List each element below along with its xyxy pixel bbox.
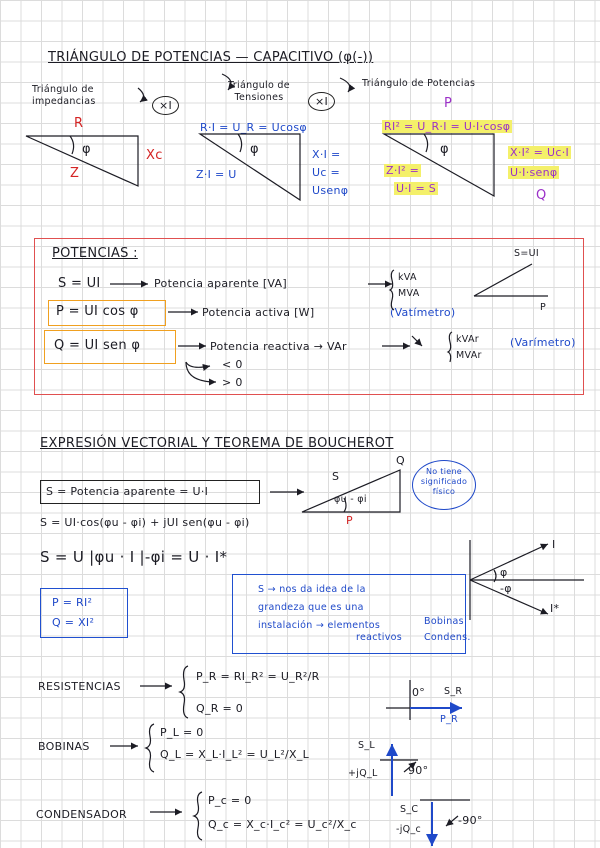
voltage-left-label: Z·I = U xyxy=(196,168,237,181)
capacitor-P: P_c = 0 xyxy=(208,794,252,807)
power-top-label: RI² = U_R·I = U·I·cosφ xyxy=(384,120,511,133)
power-P-label: P xyxy=(444,96,453,111)
phasor-I-arrow xyxy=(470,544,548,580)
apparent-power-eq: S = UI xyxy=(58,276,101,291)
arrow-1-icon xyxy=(138,88,144,102)
PQ-box-P: P = RI² xyxy=(52,596,93,609)
reactive-power-desc: Potencia reactiva → VAr xyxy=(210,340,347,353)
impedance-R-label: R xyxy=(74,116,84,131)
active-power-note: (Vatímetro) xyxy=(390,306,456,319)
voltage-right-label-2: Uc = xyxy=(312,166,341,179)
impedance-phi-label: φ xyxy=(82,142,91,157)
apparent-power-definition: S = Potencia aparente = U·I xyxy=(46,485,209,498)
phasor-I-label: I xyxy=(552,538,556,551)
less-than-zero: < 0 xyxy=(222,358,243,371)
impedance-Xc-label: Xc xyxy=(146,148,163,163)
vector-triangle-angle: φu - φi xyxy=(334,494,367,505)
voltage-right-label-1: X·I = xyxy=(312,148,341,161)
phasor-Istar-arrow xyxy=(470,580,548,614)
resistors-Q: Q_R = 0 xyxy=(196,702,244,715)
power-Q-label: Q xyxy=(536,188,547,203)
reactive-units-2: MVAr xyxy=(456,350,482,361)
power-triangle-label: Triángulo de Potencias xyxy=(362,78,476,89)
times-I-badge-2: ×I xyxy=(308,92,335,111)
installation-note-2: grandeza que es una xyxy=(258,602,364,613)
voltage-triangle-label: Triángulo de Tensiones xyxy=(228,80,290,103)
voltage-triangle xyxy=(200,134,300,200)
coils-angle: 90° xyxy=(408,764,429,777)
installation-note-condens: Condens. xyxy=(424,632,471,643)
impedance-Z-label: Z xyxy=(70,166,80,181)
small-triangle-S-label: S=UI xyxy=(514,248,539,259)
apparent-units-1: kVA xyxy=(398,272,417,283)
resistors-P: P_R = RI_R² = U_R²/R xyxy=(196,670,320,683)
reactive-power-note: (Varímetro) xyxy=(510,336,576,349)
reactive-power-eq: Q = UI sen φ xyxy=(54,338,141,353)
vector-power-triangle xyxy=(302,470,400,512)
power-right-label-1: X·I² = Uc·I xyxy=(510,146,570,159)
power-phi-label: φ xyxy=(440,142,449,157)
installation-note-3b: reactivos xyxy=(356,632,403,643)
coils-Q: Q_L = X_L·I_L² = U_L²/X_L xyxy=(160,748,310,761)
phasor-Istar-label: I* xyxy=(550,602,560,615)
capacitor-jQ: -jQ_c xyxy=(396,824,422,835)
vector-triangle-P: P xyxy=(346,514,353,527)
impedance-triangle-label: Triángulo de impedancias xyxy=(32,84,96,107)
phasor-minus-phi-label: -φ xyxy=(500,582,512,595)
capacitor-label: CONDENSADOR xyxy=(36,808,127,821)
section3-title: EXPRESIÓN VECTORIAL Y TEOREMA DE BOUCHEROT xyxy=(40,436,394,451)
section1-title: TRIÁNGULO DE POTENCIAS — CAPACITIVO (φ(-)) xyxy=(48,50,374,65)
times-I-badge-1: ×I xyxy=(152,96,179,115)
small-triangle-P-label: P xyxy=(540,302,547,313)
installation-note-3: instalación → elementos xyxy=(258,620,381,631)
power-left-label-1: Z·I² = xyxy=(386,164,420,177)
capacitor-angle: -90° xyxy=(458,814,483,827)
active-power-eq: P = UI cos φ xyxy=(56,304,139,319)
capacitor-S: S_C xyxy=(400,804,419,815)
no-physical-meaning-bubble: No tiene significado físico xyxy=(412,460,476,510)
apparent-power-desc: Potencia aparente [VA] xyxy=(154,277,287,290)
coils-label: BOBINAS xyxy=(38,740,90,753)
coils-P: P_L = 0 xyxy=(160,726,204,739)
capacitor-Q: Q_c = X_c·I_c² = U_c²/X_c xyxy=(208,818,357,831)
vector-triangle-S: S xyxy=(332,470,340,483)
voltage-phi-label: φ xyxy=(250,142,259,157)
resistors-label: RESISTENCIAS xyxy=(38,680,121,693)
coils-jQ: +jQ_L xyxy=(348,768,378,779)
power-triangle xyxy=(384,134,494,196)
installation-note-bobinas: Bobinas xyxy=(424,616,464,627)
arrow-2-icon xyxy=(222,74,231,90)
PQ-box-Q: Q = XI² xyxy=(52,616,95,629)
phasor-phi-label: φ xyxy=(500,566,508,579)
power-right-label-2: U·I·senφ xyxy=(510,166,558,179)
impedance-triangle xyxy=(26,136,138,186)
voltage-right-label-3: Usenφ xyxy=(312,184,349,197)
resistors-PR: P_R xyxy=(440,714,458,725)
vector-triangle-Q: Q xyxy=(396,454,405,467)
section2-title: POTENCIAS : xyxy=(52,246,138,261)
vector-eq-2: S = U |φu · I |-φi = U · I* xyxy=(40,548,228,566)
small-power-triangle xyxy=(474,264,548,296)
greater-than-zero: > 0 xyxy=(222,376,243,389)
installation-note-1: S → nos da idea de la xyxy=(258,584,366,595)
resistors-S: S_R xyxy=(444,686,463,697)
arrow-3-icon xyxy=(340,78,350,92)
power-left-label-2: U·I = S xyxy=(396,182,437,195)
voltage-top-label: R·I = U_R = Ucosφ xyxy=(200,121,307,134)
resistors-angle: 0° xyxy=(412,686,426,699)
vector-eq-1: S = UI·cos(φu - φi) + jUI sen(φu - φi) xyxy=(40,516,250,529)
reactive-units-1: kVAr xyxy=(456,334,479,345)
coils-S: S_L xyxy=(358,740,375,751)
apparent-units-2: MVA xyxy=(398,288,420,299)
active-power-desc: Potencia activa [W] xyxy=(202,306,315,319)
